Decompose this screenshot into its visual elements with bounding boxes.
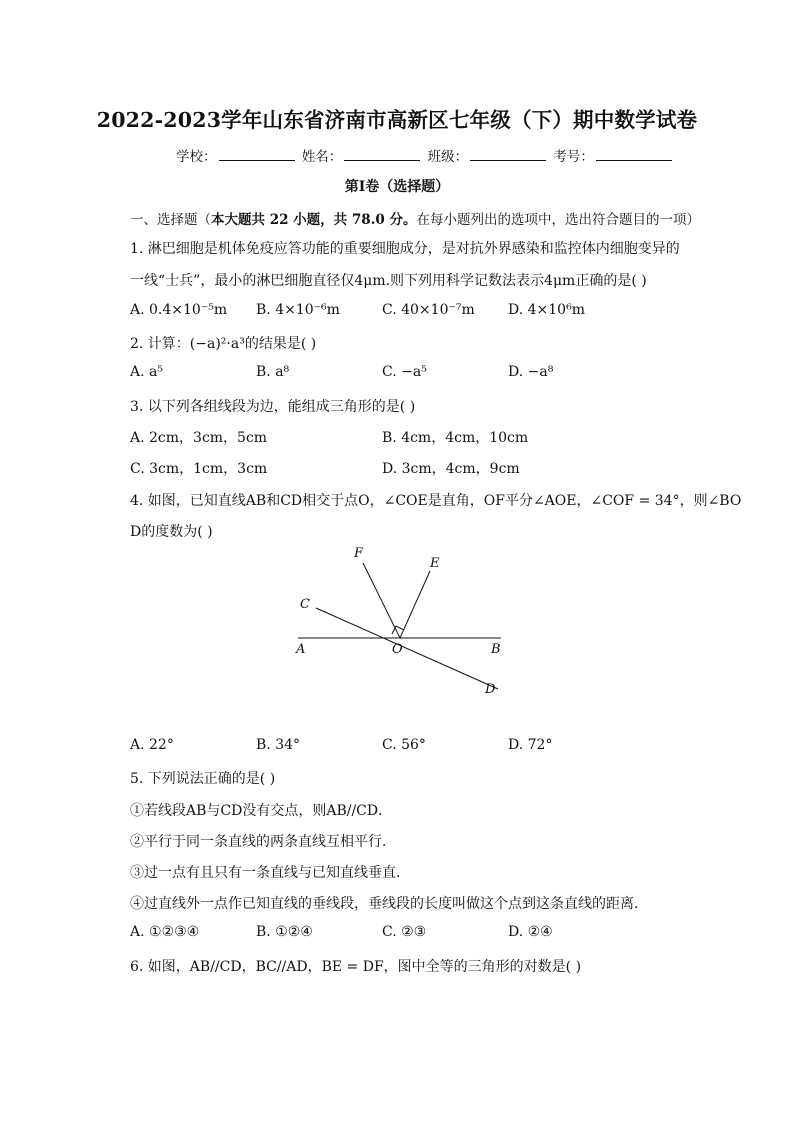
section-heading <box>130 208 700 228</box>
q1-option-c: C. 40×10⁻⁷m <box>382 302 475 318</box>
q1-option-a: A. 0.4×10⁻⁵m <box>130 302 228 318</box>
q3-option-b: B. 4cm，4cm，10cm <box>382 430 529 446</box>
student-info-row <box>176 145 675 165</box>
q2-option-d: D. −a⁸ <box>508 364 554 380</box>
q5-option-a: A. ①②③④ <box>130 924 200 940</box>
q3-option-c: C. 3cm，1cm，3cm <box>130 461 268 477</box>
q1-stem-line2: 一线“士兵”，最小的淋巴细胞直径仅4μm.则下列用科学记数法表示4μm正确的是( ) <box>130 273 647 289</box>
ray-oe <box>400 571 430 638</box>
part-heading: 第I卷（选择题） <box>344 179 450 195</box>
section-suffix: 在每小题列出的选项中，选出符合题目的一项） <box>416 212 700 228</box>
q4-stem-line1: 4. 如图，已知直线AB和CD相交于点O，∠COE是直角，OF平分∠AOE，∠COF = 34°，则∠BO <box>130 493 742 509</box>
label-f: F <box>354 546 364 561</box>
label-b: B <box>491 642 501 657</box>
page-title: 2022-2023学年山东省济南市高新区七年级（下）期中数学试卷 <box>96 108 698 132</box>
q4-option-d: D. 72° <box>508 737 553 753</box>
ray-of <box>363 563 400 638</box>
q5-option-c: C. ②③ <box>382 924 427 940</box>
q5-option-b: B. ①②④ <box>256 924 313 940</box>
q3-option-a: A. 2cm，3cm，5cm <box>130 430 268 446</box>
name-label: 姓名： <box>301 149 343 165</box>
q4-option-a: A. 22° <box>130 737 174 753</box>
q5-option-d: D. ②④ <box>508 924 553 940</box>
q1-option-b: B. 4×10⁻⁶m <box>256 302 340 318</box>
intersecting-lines-figure <box>290 540 510 705</box>
q5-statement-3: ③过一点有且只有一条直线与已知直线垂直． <box>130 865 410 881</box>
q3-stem: 3. 以下列各组线段为边，能组成三角形的是( ) <box>130 399 416 415</box>
q4-option-c: C. 56° <box>382 737 426 753</box>
q5-statement-1: ①若线段AB与CD没有交点，则AB//CD． <box>130 803 393 819</box>
q5-statement-2: ②平行于同一条直线的两条直线互相平行． <box>130 834 396 850</box>
school-label: 学校： <box>176 149 217 165</box>
q2-stem: 2. 计算：(−a)²·a³的结果是( ) <box>130 336 317 352</box>
q1-option-d: D. 4×10⁶m <box>508 302 585 318</box>
section-prefix: 一、选择题（ <box>130 212 211 228</box>
class-label: 班级： <box>427 149 469 165</box>
q3-option-d: D. 3cm，4cm，9cm <box>382 461 520 477</box>
q2-option-a: A. a⁵ <box>130 364 163 380</box>
q5-stem: 5. 下列说法正确的是( ) <box>130 771 276 787</box>
line-cd <box>316 608 498 689</box>
q2-option-b: B. a⁸ <box>256 364 290 380</box>
label-a: A <box>296 642 306 657</box>
q5-statement-4: ④过直线外一点作已知直线的垂线段，垂线段的长度叫做这个点到这条直线的距离． <box>130 896 648 912</box>
q1-stem-line1: 1. 淋巴细胞是机体免疫应答功能的重要细胞成分，是对抗外界感染和监控体内细胞变异的 <box>130 241 680 257</box>
q6-stem: 6. 如图，AB//CD，BC//AD，BE = DF，图中全等的三角形的对数是( ) <box>130 959 582 975</box>
section-desc: 本大题共 22 小题，共 78.0 分。 <box>211 212 417 228</box>
class-blank <box>470 148 546 161</box>
q2-option-c: C. −a⁵ <box>382 364 427 380</box>
label-c: C <box>300 597 310 612</box>
label-o: O <box>392 642 403 657</box>
q4-stem-line2: D的度数为( ) <box>130 524 213 540</box>
school-blank <box>219 148 295 161</box>
name-blank <box>344 148 420 161</box>
exam-number-label: 考号： <box>553 149 594 165</box>
label-e: E <box>430 556 440 571</box>
exam-number-blank <box>596 148 672 161</box>
q4-option-b: B. 34° <box>256 737 301 753</box>
label-d: D <box>485 682 496 697</box>
